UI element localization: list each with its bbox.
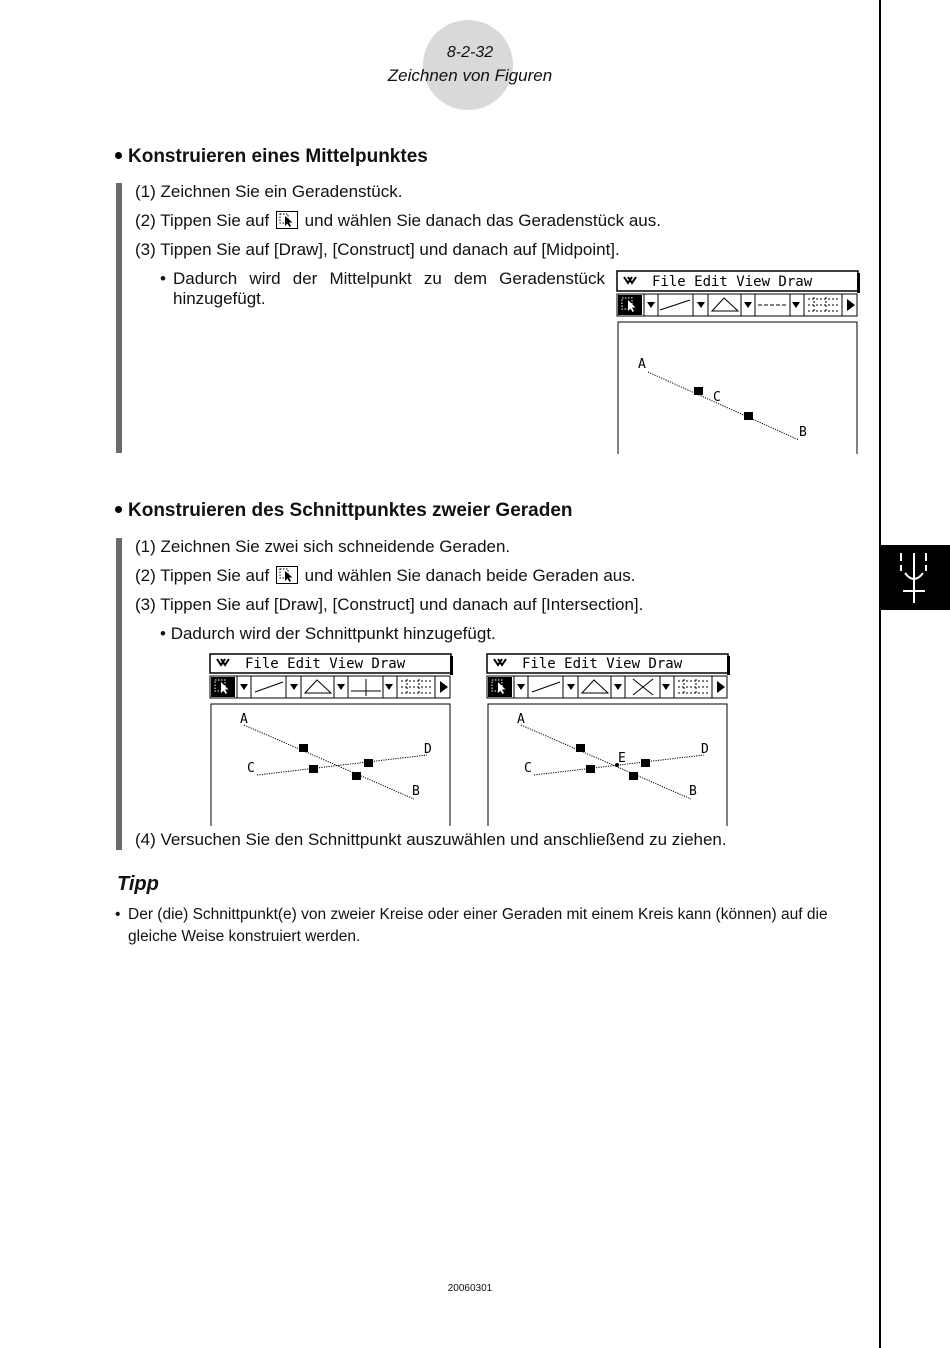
select-arrow-icon [276, 211, 298, 229]
step-2 [135, 566, 635, 586]
selection-handle [576, 744, 585, 752]
point-label-b: B [412, 784, 420, 799]
point-label-d: D [701, 742, 709, 757]
bullet-mark: • [115, 906, 121, 923]
step-2-text-a: (2) Tippen Sie auf [135, 566, 270, 585]
select-arrow-icon [276, 566, 298, 584]
point-label-c: C [713, 390, 721, 405]
line-cd [257, 755, 427, 775]
point-label-b: B [689, 784, 697, 799]
section-sidebar [116, 538, 122, 850]
step-2 [135, 211, 661, 231]
bullet-dot [115, 506, 122, 513]
section-heading-midpoint [115, 146, 428, 168]
step-1: (1) Zeichnen Sie ein Geradenstück. [135, 182, 403, 201]
point-label-a: A [638, 357, 646, 372]
footer-code: 20060301 [447, 1283, 493, 1294]
menu-items[interactable]: File Edit View Draw [652, 274, 813, 290]
selection-handle [299, 744, 308, 752]
page-number: 8-2-32 [446, 44, 494, 61]
section-sidebar [116, 183, 122, 453]
drawing-area [211, 704, 450, 826]
step-4: (4) Versuchen Sie den Schnittpunkt auszuwählen und anschließend zu ziehen. [135, 830, 727, 849]
selection-handle [694, 387, 703, 395]
section-heading-text: Konstruieren eines Mittelpunktes [128, 146, 428, 167]
section-heading-text: Konstruieren des Schnittpunktes zweier Geraden [128, 500, 573, 521]
point-label-b: B [799, 425, 807, 440]
selection-handle [364, 759, 373, 767]
toolbar [210, 676, 450, 698]
segment-ab [648, 372, 799, 440]
bullet-mark: • [160, 624, 166, 643]
page-title: Zeichnen von Figuren [387, 66, 553, 85]
drawing-area [488, 704, 727, 826]
selection-handle [744, 412, 753, 420]
point-label-c: C [247, 761, 255, 776]
point-label-d: D [424, 742, 432, 757]
toolbar [617, 294, 857, 316]
geometry-chapter-icon [881, 545, 950, 610]
point-label-a: A [240, 712, 248, 727]
step-3: (3) Tippen Sie auf [Draw], [Construct] und danach auf [Intersection]. [135, 595, 644, 614]
menu-shadow [857, 273, 860, 293]
tip-body [115, 904, 865, 948]
line-ab [521, 725, 691, 799]
menu-shadow [727, 656, 730, 675]
selection-handle [641, 759, 650, 767]
result-note [160, 269, 605, 309]
menu-items[interactable]: File Edit View Draw [522, 656, 683, 672]
step-1: (1) Zeichnen Sie zwei sich schneidende Geraden. [135, 537, 511, 556]
result-note-line1: Dadurch wird der Mittelpunkt zu dem Geradenstück [173, 269, 605, 288]
header-badge [423, 20, 513, 110]
step-2-text-b: und wählen Sie danach das Geradenstück aus. [304, 211, 661, 230]
point-label-e: E [618, 751, 626, 766]
page-right-rule [879, 0, 881, 1348]
calculator-screen-midpoint [616, 270, 860, 454]
chapter-tab [881, 545, 950, 610]
result-note [160, 624, 496, 644]
bullet-dot [115, 152, 122, 159]
selection-handle [352, 772, 361, 780]
step-2-text-a: (2) Tippen Sie auf [135, 211, 270, 230]
step-2-text-b: und wählen Sie danach beide Geraden aus. [304, 566, 636, 585]
point-label-c: C [524, 761, 532, 776]
step-3: (3) Tippen Sie auf [Draw], [Construct] und danach auf [Midpoint]. [135, 240, 620, 259]
point-label-a: A [517, 712, 525, 727]
drawing-area [618, 322, 857, 454]
result-note-line2: hinzugefügt. [173, 289, 266, 308]
menu-shadow [450, 656, 453, 675]
selection-handle [586, 765, 595, 773]
toolbar [487, 676, 727, 698]
selection-handle [629, 772, 638, 780]
selection-handle [309, 765, 318, 773]
section-heading-intersection [115, 500, 573, 522]
calculator-screen-intersection-before [209, 653, 455, 826]
result-note-text: Dadurch wird der Schnittpunkt hinzugefügt. [170, 624, 496, 643]
tip-text: Der (die) Schnittpunkt(e) von zweier Kreise oder einer Geraden mit einem Kreis kann (können) auf die gleiche Weise konstruiert werden. [128, 906, 828, 945]
menu-items[interactable]: File Edit View Draw [245, 656, 406, 672]
bullet-mark: • [160, 269, 166, 288]
tip-heading: Tipp [117, 873, 159, 895]
line-ab [244, 725, 414, 799]
calculator-screen-intersection-after [486, 653, 732, 826]
